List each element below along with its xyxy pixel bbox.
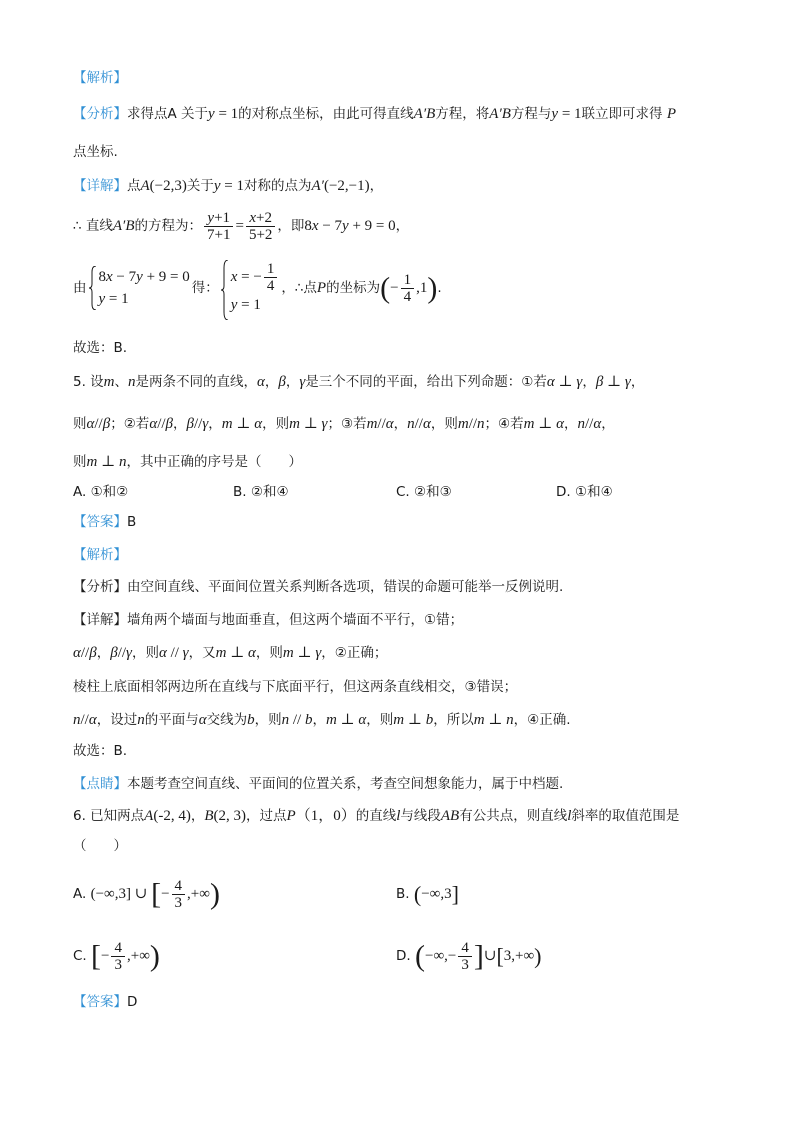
q5-detail-3: 棱柱上底面相邻两边所在直线与下底面平行，但这两条直线相交，③错误； xyxy=(73,679,518,695)
q6-stem-line-2: （ ） xyxy=(73,838,127,854)
q5-detail-1: 【详解】墙角两个墙面与地面垂直，但这两个墙面不平行，①错； xyxy=(73,612,464,628)
q5-stem-line-2: 则α//β；②若α//β，β//γ，m ⊥ α，则m ⊥ γ；③若m//α，n//α，则m//n；④若m ⊥ α，n//α， xyxy=(73,416,615,432)
q5-detail-2: α//β，β//γ，则α // γ，又m ⊥ α，则m ⊥ γ，②正确； xyxy=(73,645,388,661)
q5-option-a[interactable]: A. ①和② xyxy=(73,484,129,500)
q6-option-c[interactable]: C. [− $\frac{4}{3}$ ,+∞) xyxy=(73,939,160,974)
fraction-lhs: $\frac{y+1}{7+1}$ xyxy=(204,210,233,243)
fraction-rhs: $\frac{x+2}{5+2}$ xyxy=(246,210,275,243)
q5-stem-line-3: 则m ⊥ n，其中正确的序号是（ ） xyxy=(73,454,302,470)
equation-system-1: 8x − 7y + 9 = 0 y = 1 xyxy=(89,266,190,310)
analysis-line-2: 点坐标. xyxy=(73,144,118,160)
q5-option-b[interactable]: B. ②和④ xyxy=(233,484,289,500)
equation-system-2: x = − $\frac{1}{4}$ y = 1 xyxy=(221,260,280,316)
q5-conclusion: 故选：B. xyxy=(73,743,128,759)
q5-jiexi-heading: 【解析】 xyxy=(73,547,127,563)
q6-answer: 【答案】D xyxy=(73,994,138,1010)
q6-stem-line-1: 6. 已知两点A(-2, 4)，B(2, 3)，过点P（1，0）的直线l与线段AB有公共点，则直线l斜率的取值范围是 xyxy=(73,808,680,824)
q5-option-c[interactable]: C. ②和③ xyxy=(396,484,452,500)
detail-line-1: 【详解】点A(−2,3)关于y = 1对称的点为A′(−2,−1)， xyxy=(73,178,384,194)
q6-option-d[interactable]: D. (−∞,− $\frac{4}{3}$ ]∪[3,+∞) xyxy=(396,939,542,974)
jiexi-heading: 【解析】 xyxy=(73,70,127,86)
detail-line-3: 由 8x − 7y + 9 = 0 y = 1 得： x = − $\frac{1}{4}$ y = 1 ，∴点P的坐标为(− $\frac{1}{4}$ ,1). xyxy=(73,258,442,319)
q5-option-d[interactable]: D. ①和④ xyxy=(556,484,613,500)
q5-dianjing: 【点睛】本题考查空间直线、平面间的位置关系，考查空间想象能力，属于中档题. xyxy=(73,776,564,792)
analysis-line-1: 【分析】求得点A 关于y = 1的对称点坐标，由此可得直线A′B方程，将A′B方程与y = 1联立即可求得 P xyxy=(73,106,676,122)
q5-stem-line-1: 5. 设m、n是两条不同的直线，α，β，γ是三个不同的平面，给出下列命题：①若α ⊥ γ，β ⊥ γ， xyxy=(73,374,645,390)
q5-answer: 【答案】B xyxy=(73,514,137,530)
detail-line-2: ∴ 直线A′B的方程为： $\frac{y+1}{7+1}$ = $\frac{x+2}{5+2}$ ，即8x − 7y + 9 = 0， xyxy=(73,209,410,243)
q6-option-b[interactable]: B. (−∞,3] xyxy=(396,881,459,907)
q6-option-a[interactable]: A. (−∞,3] ∪ [− $\frac{4}{3}$ ,+∞) xyxy=(73,877,220,912)
block1-conclusion: 故选：B. xyxy=(73,340,128,356)
q5-detail-4: n//α，设过n的平面与α交线为b，则n // b，m ⊥ α，则m ⊥ b，所以m ⊥ n，④正确. xyxy=(73,712,571,728)
q5-analysis: 【分析】由空间直线、平面间位置关系判断各选项，错误的命题可能举一反例说明. xyxy=(73,579,564,595)
